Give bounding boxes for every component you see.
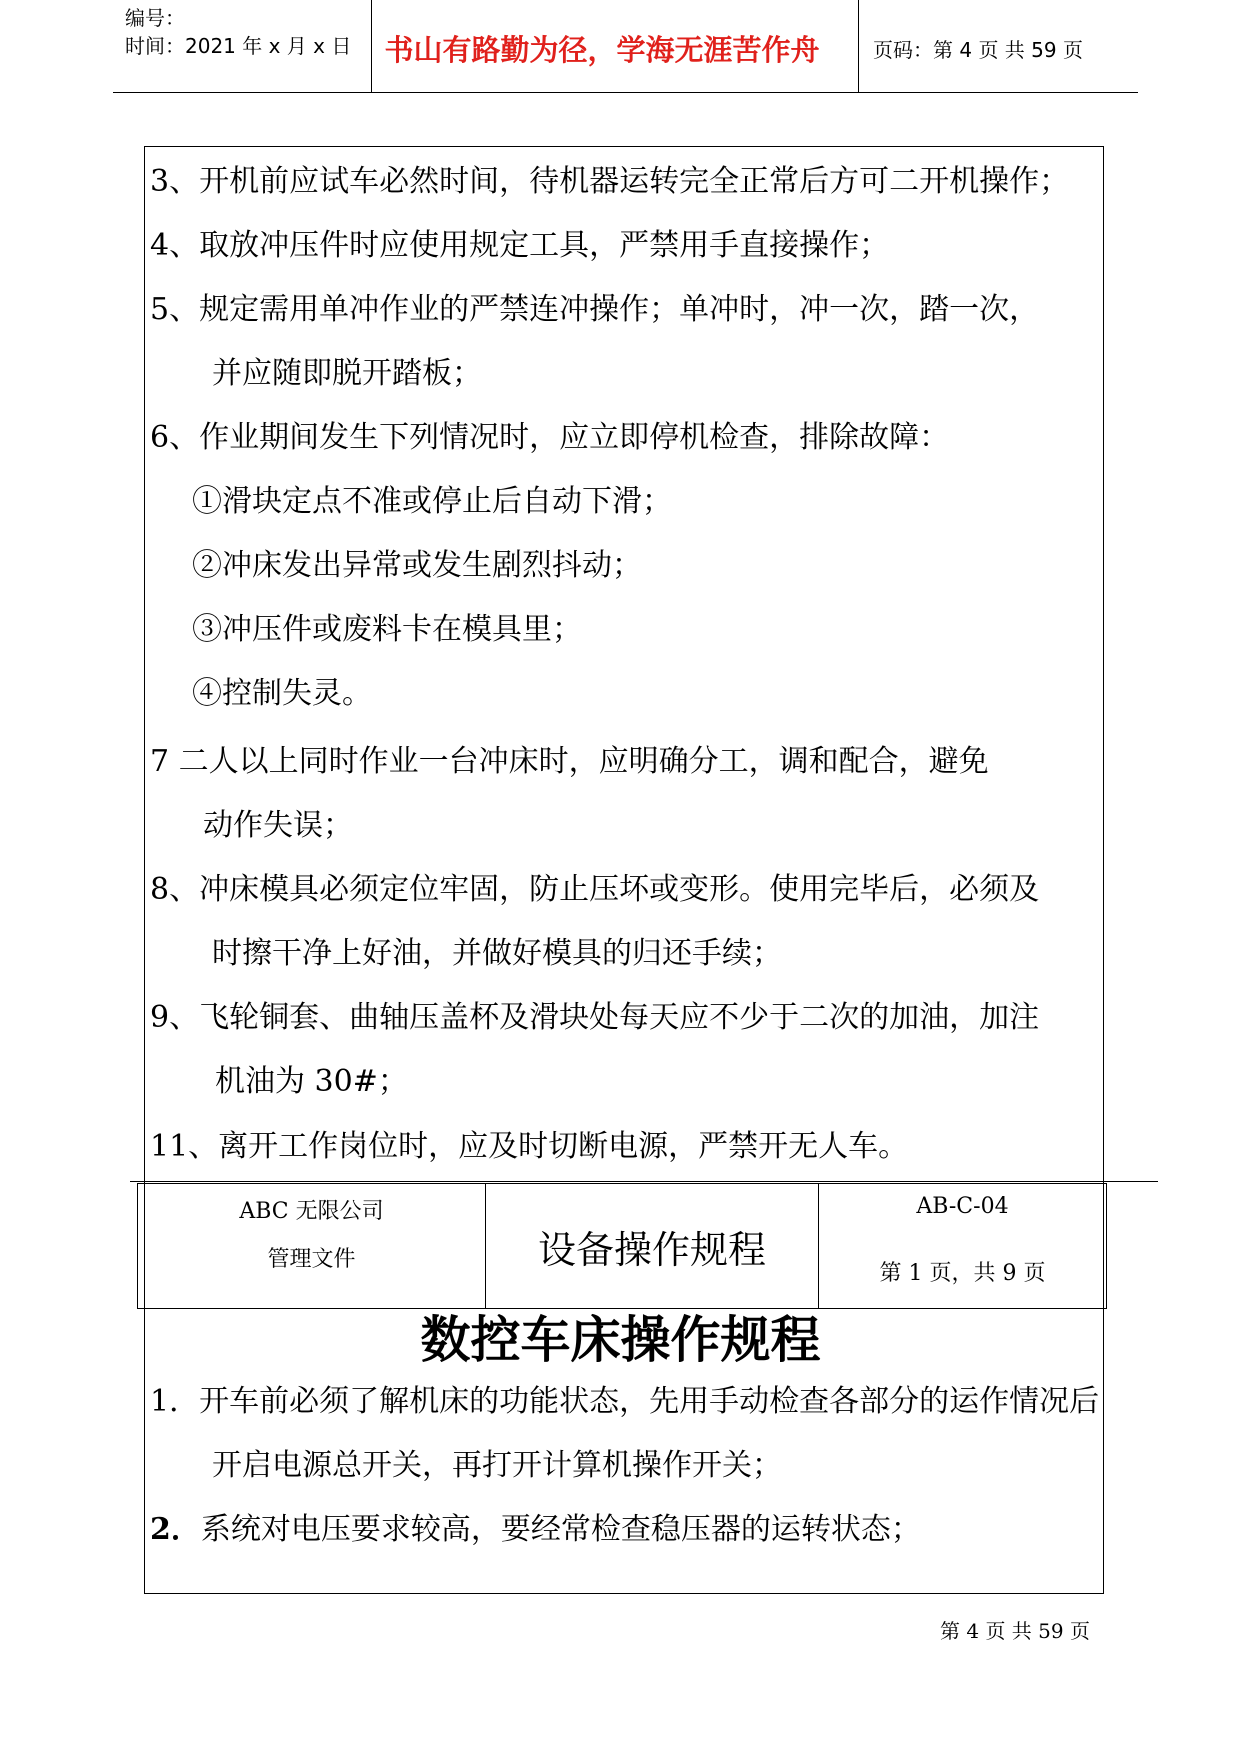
rule-line: 并应随即脱开踏板； — [212, 356, 482, 391]
section-divider — [130, 1181, 1158, 1182]
section-title: 数控车床操作规程 — [420, 1310, 821, 1369]
rule-line: 开启电源总开关，再打开计算机操作开关； — [212, 1448, 782, 1483]
header-page-code: 页码：第 4 页 共 59 页 — [873, 38, 1083, 62]
rule-line — [150, 1370, 1099, 1434]
company-cell — [138, 1184, 485, 1308]
rule-line: 4、取放冲压件时应使用规定工具，严禁用手直接操作； — [150, 228, 890, 263]
document-code: AB-C-04 — [916, 1194, 1009, 1219]
rule-text: 开车前必须了解机床的功能状态，先用手动检查各部分的运作情况后 — [199, 1384, 1100, 1419]
rule-number: 1． — [150, 1384, 200, 1419]
rule-line: 8、冲床模具必须定位牢固，防止压坏或变形。使用完毕后，必须及 — [150, 872, 1040, 907]
rule-line — [150, 1498, 921, 1562]
header-divider — [858, 0, 859, 92]
document-code-cell — [818, 1184, 1106, 1308]
rule-subitem: ③冲压件或废料卡在模具里； — [192, 612, 582, 647]
rule-line: 机油为 30#； — [215, 1064, 408, 1099]
rule-line: 7 二人以上同时作业一台冲床时，应明确分工，调和配合，避免 — [150, 744, 989, 779]
header-motto: 书山有路勤为径，学海无涯苦作舟 — [384, 33, 820, 67]
rule-subitem: ②冲床发出异常或发生剧烈抖动； — [192, 548, 642, 583]
company-name: ABC 无限公司 — [239, 1199, 384, 1224]
document-page-count: 第 1 页，共 9 页 — [879, 1261, 1046, 1286]
document-date: 时间：2021 年 x 月 x 日 — [125, 34, 352, 58]
page-footer: 第 4 页 共 59 页 — [940, 1619, 1090, 1643]
header-meta — [125, 4, 351, 60]
rule-line: 动作失误； — [203, 808, 353, 843]
document-title-cell — [485, 1184, 818, 1308]
page-header — [113, 0, 1138, 93]
document-number-label: 编号： — [125, 6, 185, 30]
rule-subitem: ①滑块定点不准或停止后自动下滑； — [192, 484, 672, 519]
document-title-block — [137, 1183, 1107, 1309]
rule-subitem: ④控制失灵。 — [192, 676, 372, 711]
rule-line: 时擦干净上好油，并做好模具的归还手续； — [212, 936, 782, 971]
rule-text: 系统对电压要求较高，要经常检查稳压器的运转状态； — [200, 1512, 921, 1547]
rule-line: 9、飞轮铜套、曲轴压盖杯及滑块处每天应不少于二次的加油，加注 — [150, 1000, 1040, 1035]
rule-line: 5、规定需用单冲作业的严禁连冲操作；单冲时，冲一次，踏一次， — [150, 292, 1040, 327]
rule-number: 2． — [150, 1512, 201, 1547]
rule-line: 11、离开工作岗位时，应及时切断电源，严禁开无人车。 — [150, 1129, 909, 1164]
document-type: 管理文件 — [267, 1247, 356, 1272]
rule-line: 3、开机前应试车必然时间，待机器运转完全正常后方可二开机操作； — [150, 164, 1070, 199]
rule-line: 6、作业期间发生下列情况时，应立即停机检查，排除故障： — [150, 420, 950, 455]
document-title: 设备操作规程 — [537, 1227, 766, 1272]
